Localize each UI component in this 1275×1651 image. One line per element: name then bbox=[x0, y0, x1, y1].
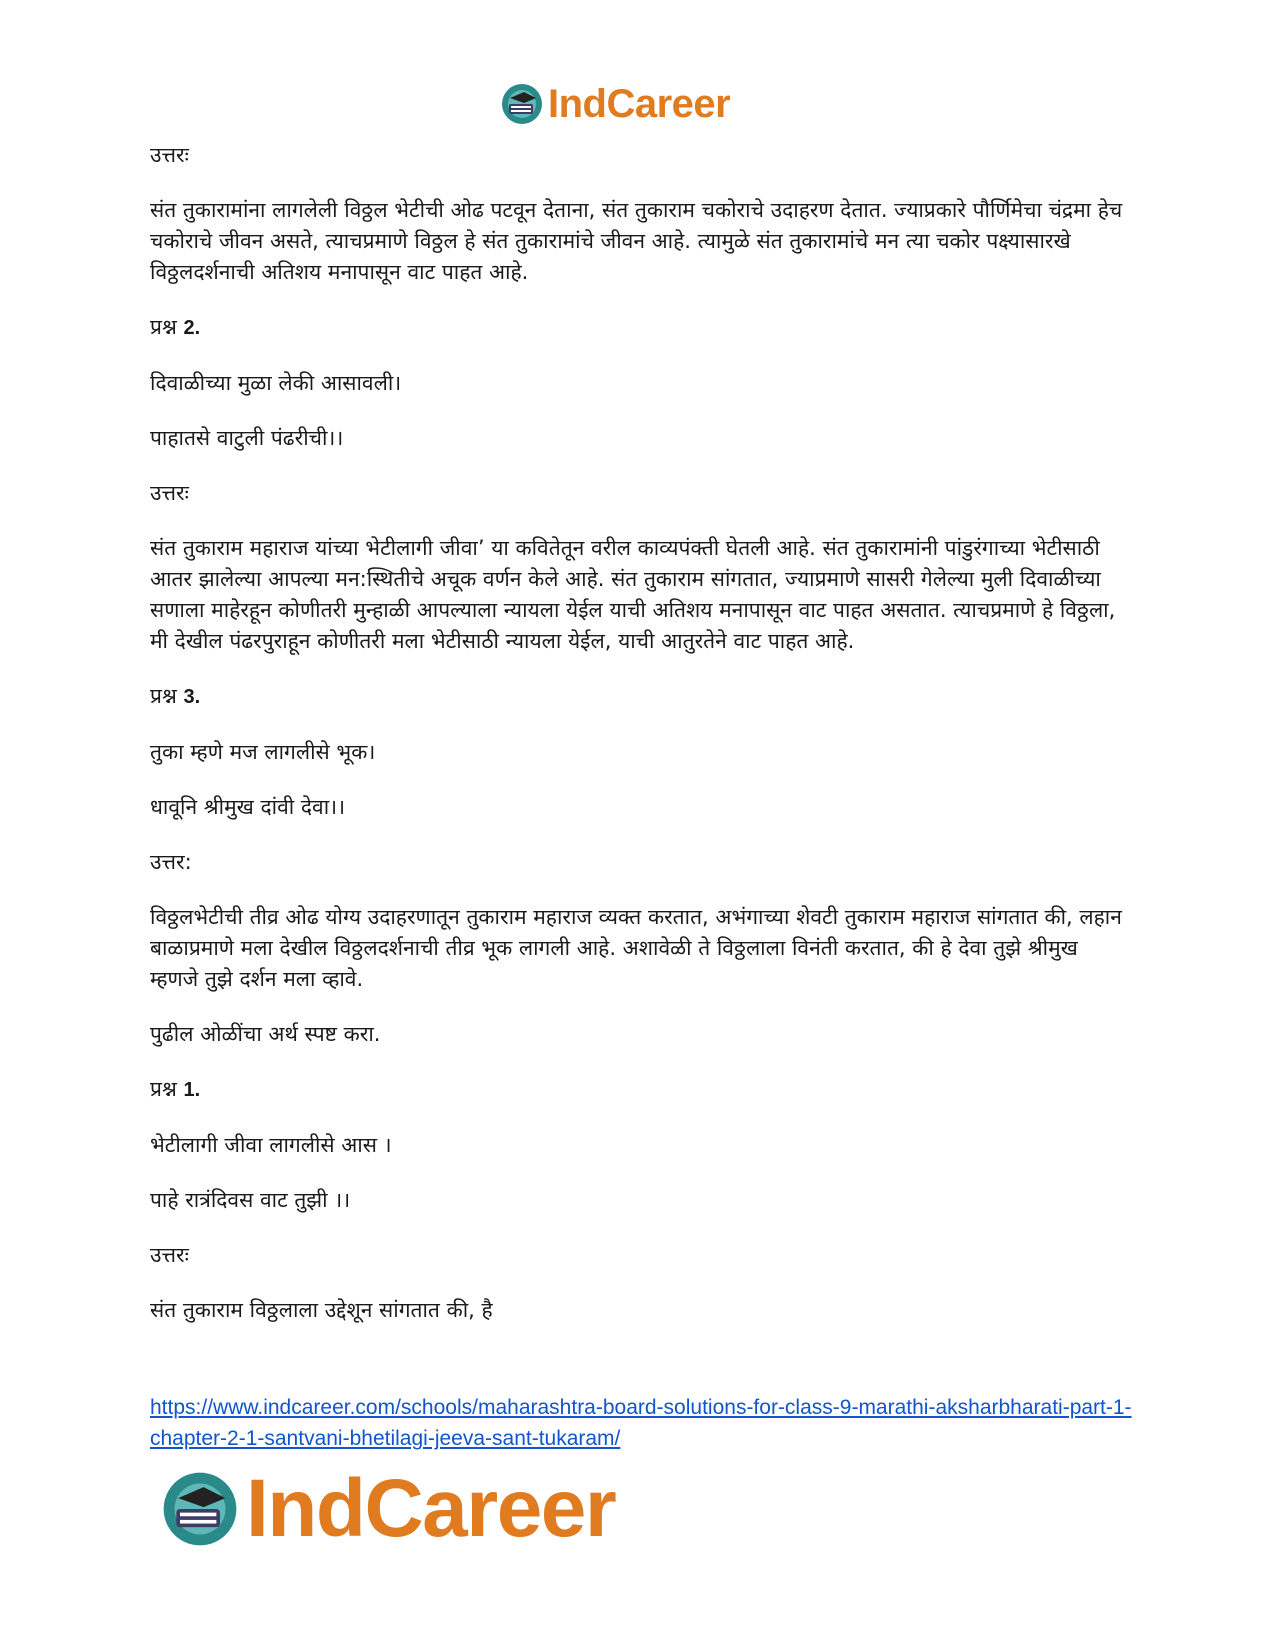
question-number: 2. bbox=[183, 317, 201, 339]
verse-line: पाहातसे वाटुली पंढरीची।। bbox=[150, 426, 344, 450]
question-heading bbox=[150, 312, 1130, 344]
graduation-book-icon bbox=[500, 82, 544, 126]
question-word: प्रश्न bbox=[150, 1077, 177, 1101]
verse-line: धावूनि श्रीमुख दांवी देवा।। bbox=[150, 795, 346, 819]
header-logo bbox=[500, 78, 730, 130]
question-heading bbox=[150, 681, 1130, 713]
document-body bbox=[150, 140, 1130, 1350]
question-word: प्रश्न bbox=[150, 684, 177, 708]
answer-paragraph: संत तुकारामांना लागलेली विठ्ठल भेटीची ओढ पटवून देताना, संत तुकाराम चकोराचे उदाहरण देतात. ज्याप्रकारे पौर्णिमेचा चंद्रमा हेच चकोराचे जीवन असते, त्याचप्रमाणे विठ्ठल हे संत तुकारामांचे जीवन आहे. त्यामुळे संत तुकारामांचे मन त्या चकोर पक्ष्यासारखे विठ्ठलदर्शनाची अतिशय मनापासून वाट पाहत आहे. bbox=[150, 198, 1123, 284]
answer-label: उत्तरः bbox=[150, 1243, 189, 1267]
answer-paragraph: संत तुकाराम महाराज यांच्या भेटीलागी जीवा’ या कवितेतून वरील काव्यपंक्ती घेतली आहे. संत तुकारामांनी पांडुरंगाच्या भेटीसाठी आतर झालेल्या आपल्या मन:स्थितीचे अचूक वर्णन केले आहे. संत तुकाराम सांगतात, ज्याप्रमाणे सासरी गेलेल्या मुली दिवाळीच्या सणाला माहेरहून कोणीतरी मुन्हाळी आपल्याला न्यायला येईल याची अतिशय मनापासून वाट पाहत असतात. त्याचप्रमाणे हे विठ्ठला, मी देखील पंढरपुराहून कोणीतरी मला भेटीसाठी न्यायला येईल, याची आतुरतेने वाट पाहत आहे. bbox=[150, 536, 1116, 653]
question-number: 3. bbox=[183, 686, 201, 708]
answer-paragraph: विठ्ठलभेटीची तीव्र ओढ योग्य उदाहरणातून तुकाराम महाराज व्यक्त करतात, अभंगाच्या शेवटी तुकाराम महाराज सांगतात की, लहान बाळाप्रमाणे मला देखील विठ्ठलदर्शनाची तीव्र भूक लागली आहे. अशावेळी ते विठ्ठलाला विनंती करतात, की हे देवा तुझे श्रीमुख म्हणजे तुझे दर्शन मला व्हावे. bbox=[150, 905, 1122, 991]
verse-line: दिवाळीच्या मुळा लेकी आसावली। bbox=[150, 371, 402, 395]
answer-label: उत्तर: bbox=[150, 850, 192, 874]
brand-name: IndCareer bbox=[246, 1463, 616, 1554]
brand-name: IndCareer bbox=[548, 82, 731, 126]
question-word: प्रश्न bbox=[150, 315, 177, 339]
verse-line: पाहे रात्रंदिवस वाट तुझी ।। bbox=[150, 1188, 351, 1212]
answer-paragraph: संत तुकाराम विठ्ठलाला उद्देशून सांगतात की, है bbox=[150, 1298, 493, 1322]
source-link[interactable]: https://www.indcareer.com/schools/maharashtra-board-solutions-for-class-9-marathi-aksharbharati-part-1-chapter-2-1-santvani-bhetilagi-jeeva-sant-tukaram/ bbox=[150, 1396, 1132, 1450]
footer-logo bbox=[160, 1463, 616, 1554]
verse-line: तुका म्हणे मज लागलीसे भूक। bbox=[150, 740, 376, 764]
question-number: 1. bbox=[183, 1079, 201, 1101]
section-instruction: पुढील ओळींचा अर्थ स्पष्ट करा. bbox=[150, 1022, 381, 1046]
answer-label: उत्तरः bbox=[150, 143, 189, 167]
question-heading bbox=[150, 1074, 1130, 1106]
verse-line: भेटीलागी जीवा लागलीसे आस । bbox=[150, 1133, 392, 1157]
answer-label: उत्तरः bbox=[150, 481, 189, 505]
graduation-book-icon bbox=[160, 1469, 240, 1549]
